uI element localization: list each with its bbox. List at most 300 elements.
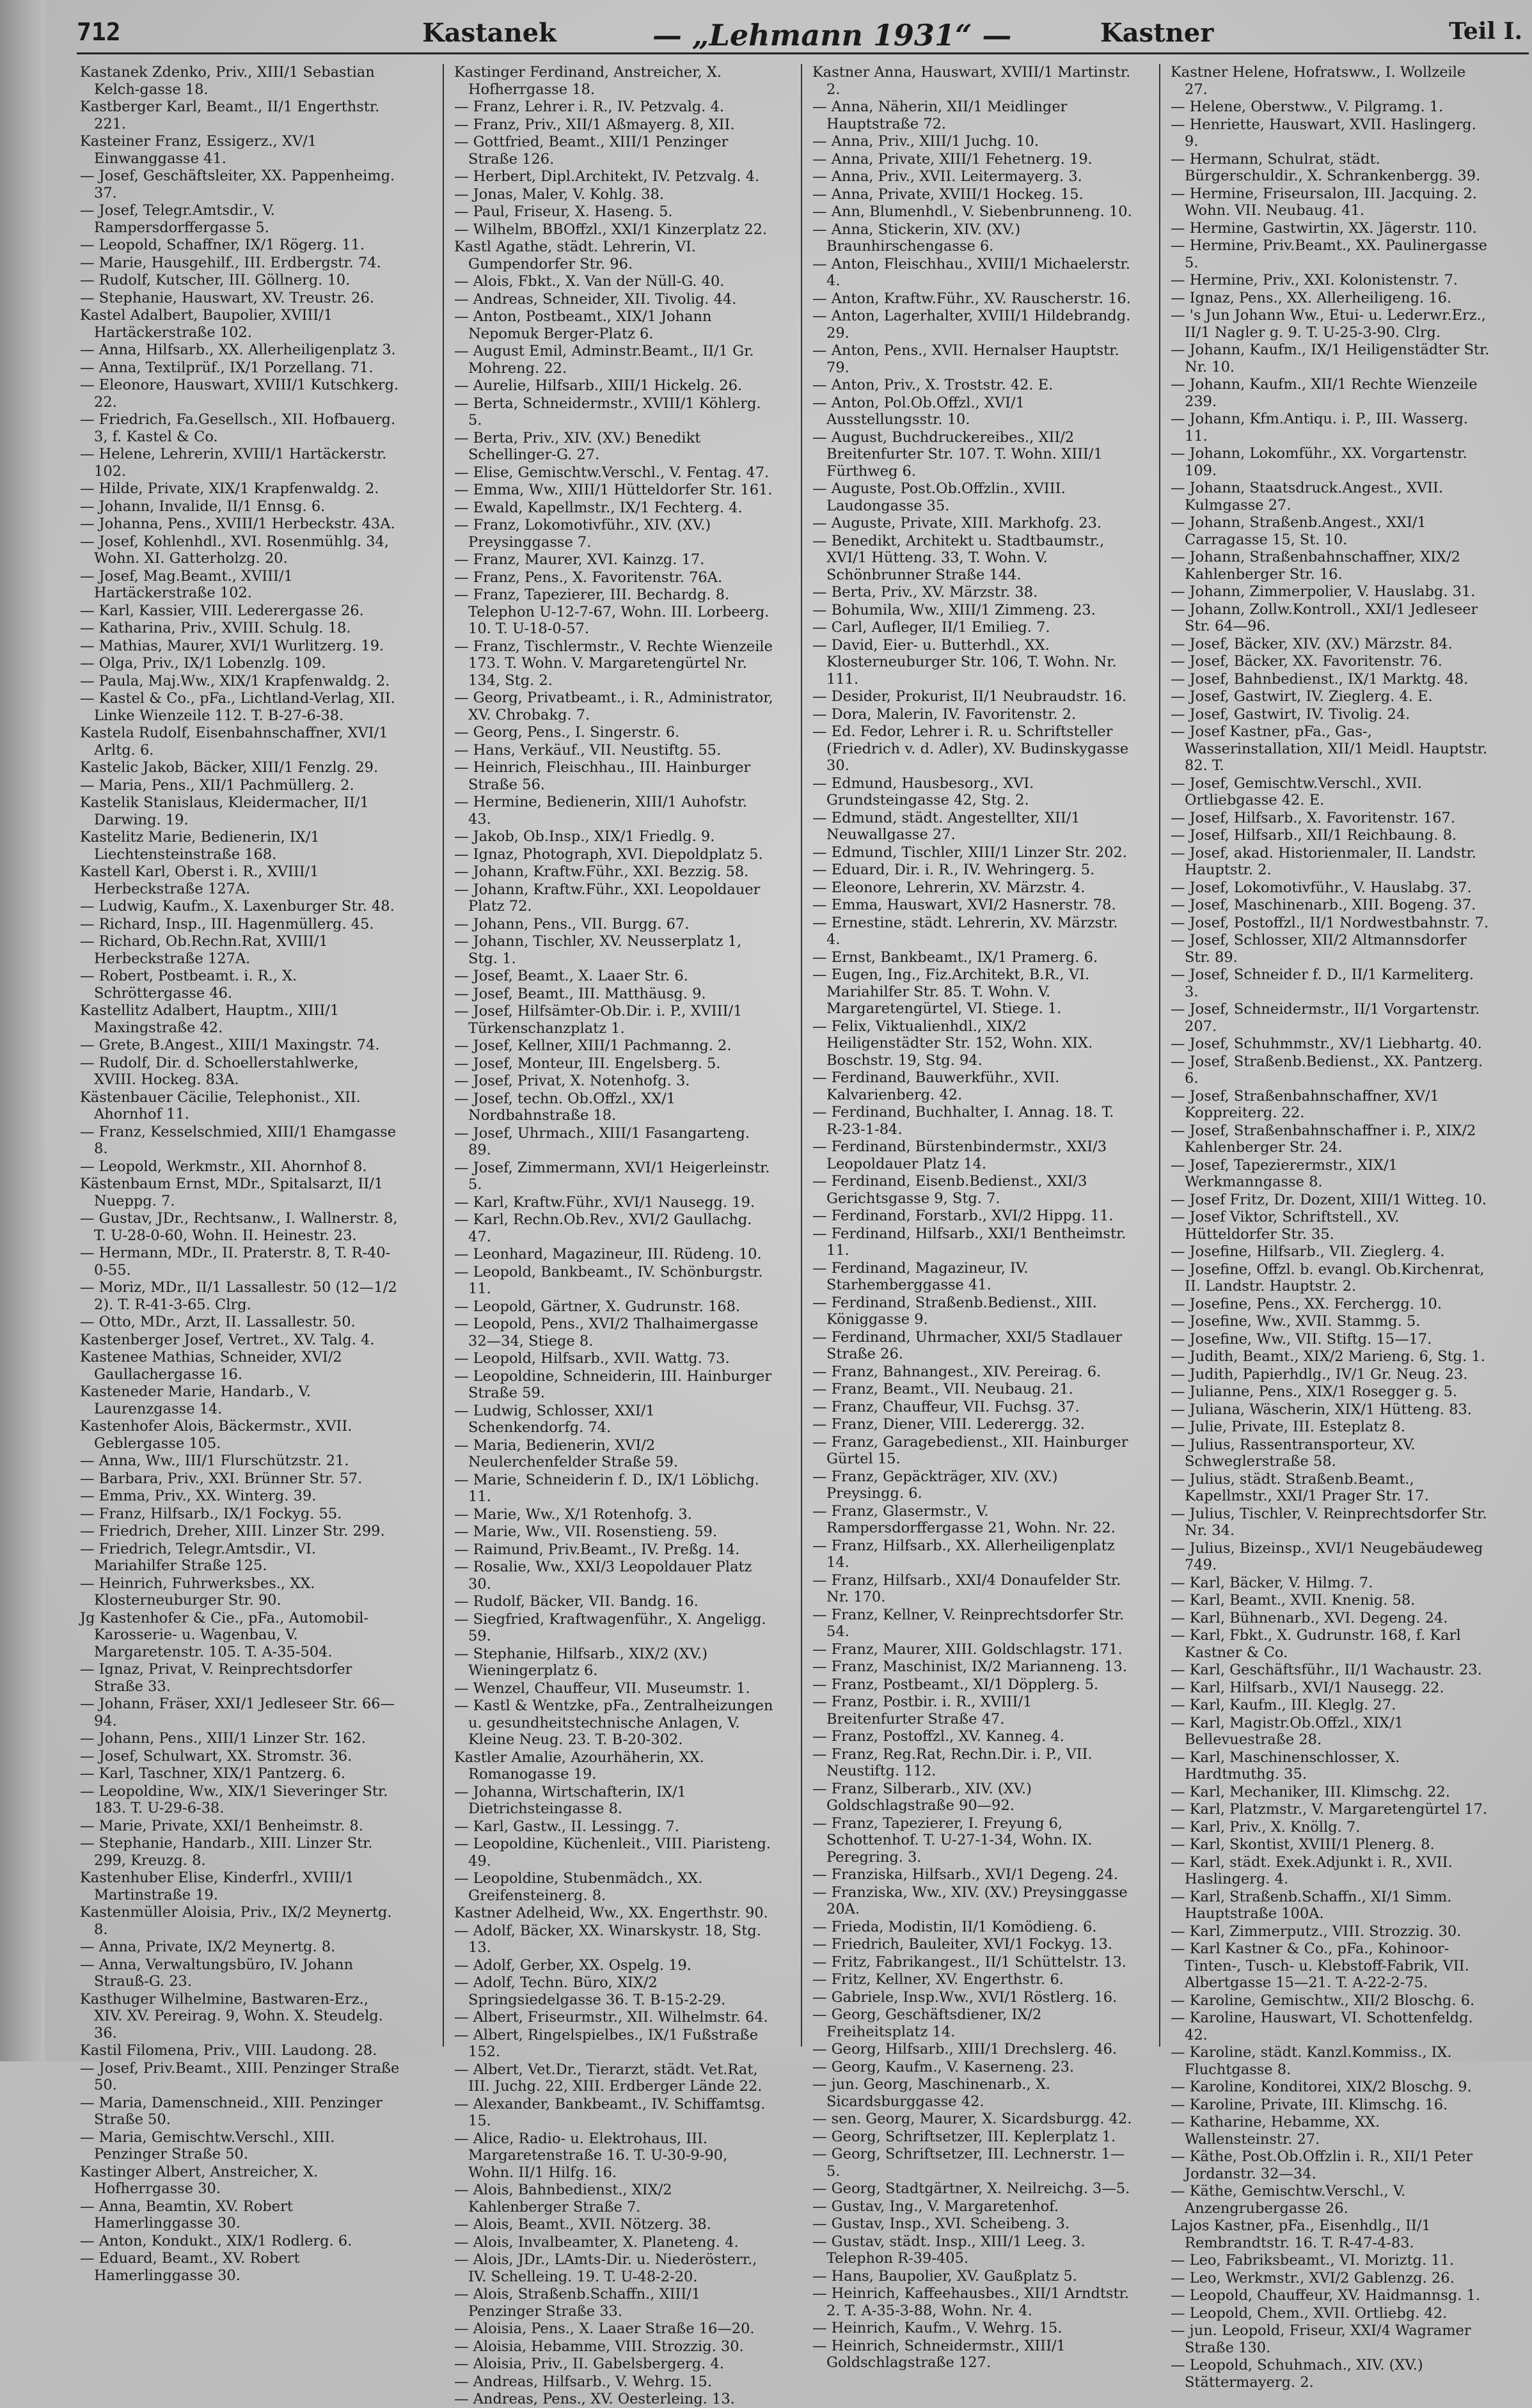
directory-entry: Kastell Karl, Oberst i. R., XVIII/1 Herbeckstraße 127A. — [80, 863, 319, 897]
directory-entry: — Georg, Schriftsetzer, III. Keplerplatz 1. — [812, 2128, 1116, 2145]
directory-entry: Kastenee Mathias, Schneider, XVI/2 Gaullachergasse 16. — [80, 1349, 342, 1383]
directory-entry: — Franz, Postbir. i. R., XVIII/1 Breitenfurter Straße 47. — [812, 1694, 1032, 1727]
directory-entry: — Kastel & Co., pFa., Lichtland-Verlag, XII. Linke Wienzeile 112. T. B-27-6-38. — [80, 690, 395, 724]
directory-entry: — Leo, Werkmstr., XVI/2 Gablenzg. 26. — [1171, 2269, 1455, 2286]
directory-entry: — Kastl & Wentzke, pFa., Zentralheizungen u. gesundheitstechnische Anlagen, V. Kleine Neug. 23. T. B-20-302. — [454, 1697, 773, 1748]
directory-column-1 — [80, 64, 400, 2284]
directory-entry: — Josef, Zimmermann, XVI/1 Heigerleinstr. 5. — [454, 1159, 770, 1193]
directory-entry: — Franz, Beamt., VII. Neubaug. 21. — [812, 1381, 1073, 1397]
directory-entry: — Josef, Postoffzl., II/1 Nordwestbahnstr. 7. — [1171, 914, 1489, 931]
directory-entry: — Eugen, Ing., Fiz.Architekt, B.R., VI. Mariahilfer Str. 85. T. Wohn. V. Margaretengürtel, VI. Stiege. 1. — [812, 966, 1090, 1017]
directory-entry: — Hermine, Bedienerin, XIII/1 Auhofstr. 43. — [454, 794, 748, 828]
directory-entry: — Alois, Invalbeamter, X. Planeteng. 4. — [454, 2233, 739, 2251]
directory-entry: — Franz, Postoffzl., XV. Kanneg. 4. — [812, 1728, 1064, 1745]
directory-entry: — Johann, Zimmerpolier, V. Hauslabg. 31. — [1171, 583, 1476, 600]
directory-entry: — Karl, Zimmerputz., VIII. Strozzig. 30. — [1171, 1923, 1462, 1940]
directory-entry: — Franz, Maurer, XIII. Goldschlagstr. 171. — [812, 1641, 1123, 1658]
directory-entry: — Olga, Priv., IX/1 Lobenzlg. 109. — [80, 655, 326, 672]
header-title: — „Lehmann 1931“ — — [652, 18, 1012, 52]
directory-entry: — Karl, Hilfsarb., XVI/1 Nausegg. 22. — [1171, 1679, 1444, 1696]
directory-entry: — Johann, Pens., XIII/1 Linzer Str. 162. — [80, 1730, 366, 1747]
directory-entry: — Berta, Priv., XV. Märzstr. 38. — [812, 584, 1038, 601]
page-number: 712 — [77, 18, 121, 46]
directory-entry: — Richard, Insp., III. Hagenmüllerg. 45. — [80, 915, 374, 933]
directory-entry: — Anna, Stickerin, XIV. (XV.) Braunhirschengasse 6. — [812, 221, 1021, 255]
directory-entry: — Anton, Fleischhau., XVIII/1 Michaelerstr. 4. — [812, 255, 1130, 289]
directory-entry: — Karoline, städt. Kanzl.Kommiss., IX. Fluchtgasse 8. — [1171, 2044, 1452, 2078]
directory-entry: — Leopold, Chem., XVII. Ortliebg. 42. — [1171, 2304, 1448, 2322]
directory-entry: — Anton, Postbeamt., XIX/1 Johann Nepomuk Berger-Platz 6. — [454, 308, 712, 342]
directory-entry: — Marie, Ww., X/1 Rotenhofg. 3. — [454, 1506, 692, 1523]
directory-entry: — Rudolf, Bäcker, VII. Bandg. 16. — [454, 1593, 699, 1610]
directory-entry: Kastel Adalbert, Baupolier, XVIII/1 Hartäckerstraße 102. — [80, 307, 333, 341]
directory-entry: — Alice, Radio- u. Elektrohaus, III. Margaretenstraße 16. T. U-30-9-90, Wohn. II/1 Hilfg. 16. — [454, 2130, 728, 2181]
directory-entry: — Anna, Verwaltungsbüro, IV. Johann Strauß-G. 23. — [80, 1956, 354, 1990]
directory-entry: — Aloisia, Priv., II. Gabelsbergerg. 4. — [454, 2356, 724, 2372]
directory-entry: — Josef, Bäcker, XX. Favoritenstr. 76. — [1171, 653, 1442, 670]
directory-entry: — Josef, techn. Ob.Offzl., XX/1 Nordbahnstraße 18. — [454, 1090, 676, 1124]
column-divider — [801, 64, 802, 2047]
column-divider — [1159, 64, 1160, 2047]
directory-entry: — Karl, Beamt., XVII. Knenig. 58. — [1171, 1592, 1416, 1609]
directory-entry: — Adolf, Bäcker, XX. Winarskystr. 18, Stg. 13. — [454, 1922, 761, 1956]
directory-entry: — Eduard, Dir. i. R., IV. Wehringerg. 5. — [812, 862, 1095, 878]
header-part: Teil I. — [1449, 18, 1522, 45]
directory-entry: — Franz, Reg.Rat, Rechn.Dir. i. P., VII. Neustiftg. 112. — [812, 1745, 1093, 1779]
directory-entry: — Leopold, Bankbeamt., IV. Schönburgstr. 11. — [454, 1263, 763, 1297]
directory-entry: — Franz, Silberarb., XIV. (XV.) Goldschlagstraße 90—92. — [812, 1780, 1032, 1814]
directory-entry: — Leopold, Chauffeur, XV. Haidmannsg. 1. — [1171, 2287, 1481, 2304]
directory-entry: — Georg, Stadtgärtner, X. Neilreichg. 3—5. — [812, 2180, 1130, 2197]
directory-entry: — Josef, Beamt., X. Laaer Str. 6. — [454, 968, 688, 984]
directory-entry: — sen. Georg, Maurer, X. Sicardsburgg. 42. — [812, 2111, 1132, 2127]
directory-entry: — Rosalie, Ww., XXI/3 Leopoldauer Platz 30. — [454, 1559, 752, 1593]
directory-entry: — Berta, Priv., XIV. (XV.) Benedikt Schellinger-G. 27. — [454, 429, 701, 463]
directory-entry: — Benedikt, Architekt u. Stadtbaumstr., XVI/1 Hütteng. 33, T. Wohn. V. Schönbrunner Straße 144. — [812, 532, 1105, 583]
directory-entry: — Richard, Ob.Rechn.Rat, XVIII/1 Herbeckstraße 127A. — [80, 933, 328, 967]
header-last-word: Kastner — [1100, 18, 1214, 48]
directory-entry: — Karl, Kaufm., III. Kleglg. 27. — [1171, 1697, 1396, 1713]
directory-entry: — Emma, Priv., XX. Winterg. 39. — [80, 1488, 317, 1504]
directory-entry: — Anna, Ww., III/1 Flurschützstr. 21. — [80, 1452, 349, 1469]
directory-entry: — Josef, Kohlenhdl., XVI. Rosenmühlg. 34, Wohn. XI. Gatterholzg. 20. — [80, 533, 390, 567]
directory-entry: — Franz, Kesselschmied, XIII/1 Ehamgasse 8. — [80, 1123, 397, 1157]
directory-entry: — Karl, Taschner, XIX/1 Pantzerg. 6. — [80, 1765, 345, 1782]
directory-entry: — Auguste, Post.Ob.Offzlin., XVIII. Laudongasse 35. — [812, 480, 1066, 514]
directory-entry: Kästenbauer Cäcilie, Telephonist., XII. Ahornhof 11. — [80, 1089, 361, 1122]
directory-entry: — Karl, Bühnenarb., XVI. Degeng. 24. — [1171, 1609, 1448, 1626]
directory-entry: — Maria, Gemischtw.Verschl., XIII. Penzinger Straße 50. — [80, 2129, 335, 2162]
directory-entry: Kastler Amalie, Azourhäherin, XX. Romanogasse 19. — [454, 1749, 704, 1782]
directory-entry: — Emma, Ww., XIII/1 Hütteldorfer Str. 161. — [454, 482, 773, 498]
directory-entry: — Karl, Fbkt., X. Gudrunstr. 168, f. Karl Kastner & Co. — [1171, 1627, 1461, 1661]
directory-entry: — Maria, Damenschneid., XIII. Penzinger Straße 50. — [80, 2094, 383, 2128]
directory-entry: Kastenmüller Aloisia, Priv., IX/2 Meynertg. 8. — [80, 1904, 392, 1938]
directory-entry: Kastner Adelheid, Ww., XX. Engerthstr. 90. — [454, 1905, 768, 1921]
directory-entry: Kastil Filomena, Priv., VIII. Laudong. 28. — [80, 2042, 377, 2059]
directory-entry: — Julius, Bizeinsp., XVI/1 Neugebäudeweg 749. — [1171, 1539, 1483, 1573]
directory-entry: — Franz, Diener, VIII. Lederergg. 32. — [812, 1416, 1085, 1433]
directory-entry: — Hermann, Schulrat, städt. Bürgerschuldir., X. Schrankenbergg. 39. — [1171, 150, 1481, 184]
directory-entry: — Albert, Friseurmstr., XII. Wilhelmstr. 64. — [454, 2009, 768, 2026]
directory-entry: — Rudolf, Kutscher, III. Göllnerg. 10. — [80, 272, 351, 288]
directory-entry: — Franz, Hilfsarb., XX. Allerheiligenplatz 14. — [812, 1537, 1115, 1571]
directory-entry: — Juliana, Wäscherin, XIX/1 Hütteng. 83. — [1171, 1401, 1472, 1418]
directory-entry: — Josef, Schlosser, XII/2 Altmannsdorfer Str. 89. — [1171, 932, 1467, 966]
directory-entry: — Albert, Vet.Dr., Tierarzt, städt. Vet.Rat, III. Juchg. 22, XIII. Erdberger Lände 22. — [454, 2061, 762, 2095]
directory-entry: — Josef, Bahnbedienst., IX/1 Marktg. 48. — [1171, 670, 1469, 688]
directory-entry: — Jakob, Ob.Insp., XIX/1 Friedlg. 9. — [454, 828, 715, 845]
directory-entry: — Josef, Mag.Beamt., XVIII/1 Hartäckerstraße 102. — [80, 567, 293, 601]
directory-entry: — Franz, Hilfsarb., XXI/4 Donaufelder Str. Nr. 170. — [812, 1571, 1121, 1605]
directory-entry: — Franz, Bahnangest., XIV. Pereirag. 6. — [812, 1363, 1102, 1380]
directory-entry: — Andreas, Pens., XV. Oesterleing. 13. — [454, 2391, 735, 2407]
directory-entry: — Anna, Private, XVIII/1 Hockeg. 15. — [812, 185, 1084, 203]
directory-entry: — Anton, Pol.Ob.Offzl., XVI/1 Ausstellungsstr. 10. — [812, 394, 1025, 428]
directory-entry: — Ignaz, Pens., XX. Allerheiligeng. 16. — [1171, 289, 1452, 306]
directory-entry: — Alois, Straßenb.Schaffn., XIII/1 Penzinger Straße 33. — [454, 2286, 701, 2320]
directory-entry: — Ernst, Bankbeamt., IX/1 Pramerg. 6. — [812, 948, 1098, 966]
directory-entry: — Anna, Textilprüf., IX/1 Porzellang. 71. — [80, 359, 374, 376]
directory-entry: — Barbara, Priv., XXI. Brünner Str. 57. — [80, 1470, 363, 1487]
directory-entry: — Leopold, Schuhmach., XIV. (XV.) Stättermayerg. 2. — [1171, 2357, 1423, 2391]
directory-entry: — Ludwig, Schlosser, XXI/1 Schenkendorfg. 74. — [454, 1402, 655, 1436]
directory-entry: Kastellitz Adalbert, Hauptm., XIII/1 Maxingstraße 42. — [80, 1002, 340, 1036]
directory-entry: — Robert, Postbeamt. i. R., X. Schröttergasse 46. — [80, 968, 297, 1002]
directory-entry: — Heinrich, Kaffeehausbes., XII/1 Arndtstr. 2. T. A-35-3-88, Wohn. Nr. 4. — [812, 2285, 1129, 2319]
directory-entry: — Josefine, Ww., VII. Stiftg. 15—17. — [1171, 1330, 1432, 1348]
directory-entry: — Marie, Private, XXI/1 Benheimstr. 8. — [80, 1817, 363, 1834]
directory-entry: Kastela Rudolf, Eisenbahnschaffner, XVI/1 Arltg. 6. — [80, 725, 388, 759]
directory-entry: — Adolf, Techn. Büro, XIX/2 Springsiedelgasse 36. T. B-15-2-29. — [454, 1974, 726, 2008]
directory-entry: — Ferdinand, Buchhalter, I. Annag. 18. T. R-23-1-84. — [812, 1104, 1114, 1138]
directory-entry: — Josefine, Ww., XVII. Stammg. 5. — [1171, 1313, 1421, 1330]
directory-entry: — Katharine, Hebamme, XX. Wallensteinstr. 27. — [1171, 2114, 1380, 2148]
directory-entry: — Heinrich, Kaufm., V. Wehrg. 15. — [812, 2320, 1062, 2336]
directory-entry: — Katharina, Priv., XVIII. Schulg. 18. — [80, 620, 351, 636]
directory-entry: — Josefine, Hilfsarb., VII. Zieglerg. 4. — [1171, 1243, 1445, 1260]
directory-entry: — Josef, Geschäftsleiter, XX. Pappenheimg. 37. — [80, 168, 395, 201]
directory-entry: — Leonhard, Magazineur, III. Rüdeng. 10. — [454, 1246, 762, 1263]
directory-entry: — Ferdinand, Forstarb., XVI/2 Hippg. 11. — [812, 1208, 1114, 1224]
directory-entry: — Franziska, Hilfsarb., XVI/1 Degeng. 24. — [812, 1866, 1119, 1883]
directory-entry: — Josef, Gemischtw.Verschl., XVII. Ortliebgasse 42. E. — [1171, 775, 1422, 808]
directory-entry: — Anton, Kraftw.Führ., XV. Rauscherstr. 16. — [812, 290, 1131, 307]
directory-entry: — Josef, Hilfsarb., XII/1 Reichbaung. 8. — [1171, 827, 1457, 844]
directory-entry: — Franz, Lokomotivführ., XIV. (XV.) Preysinggasse 7. — [454, 517, 711, 551]
directory-entry: — Alexander, Bankbeamt., IV. Schiffamtsg. 15. — [454, 2095, 766, 2129]
directory-entry: — Anton, Pens., XVII. Hernalser Hauptstr. 79. — [812, 342, 1119, 376]
directory-entry: — jun. Leopold, Friseur, XXI/4 Wagramer Straße 130. — [1171, 2322, 1471, 2356]
directory-entry: — Josef, Uhrmach., XIII/1 Fasangarteng. 89. — [454, 1124, 750, 1158]
directory-entry: — Franz, Tischlermstr., V. Rechte Wienzeile 173. T. Wohn. V. Margaretengürtel Nr. 134, Stg. 2. — [454, 638, 773, 689]
directory-entry: — Auguste, Private, XIII. Markhofg. 23. — [812, 515, 1102, 531]
directory-entry: — Franz, Maschinist, IX/2 Marianneng. 13. — [812, 1658, 1128, 1675]
directory-entry: — Josef, Schneidermstr., II/1 Vorgartenstr. 207. — [1171, 1001, 1480, 1035]
directory-entry: — Josef Kastner, pFa., Gas-, Wasserinstallation, XII/1 Meidl. Hauptstr. 82. T. — [1171, 723, 1488, 774]
directory-entry: — Ludwig, Kaufm., X. Laxenburger Str. 48. — [80, 898, 395, 915]
directory-entry: — Franz, Kellner, V. Reinprechtsdorfer Str. 54. — [812, 1606, 1125, 1640]
directory-entry: — Anna, Beamtin, XV. Robert Hamerlinggasse 30. — [80, 2198, 293, 2231]
directory-entry: — Friedrich, Telegr.Amtsdir., VI. Mariahilfer Straße 125. — [80, 1540, 317, 1574]
directory-entry: — Alois, Beamt., XVII. Nötzerg. 38. — [454, 2216, 711, 2233]
directory-entry: — Anna, Priv., XIII/1 Juchg. 10. — [812, 133, 1039, 150]
directory-entry: — Fritz, Fabrikangest., II/1 Schüttelstr. 13. — [812, 1953, 1126, 1971]
directory-entry: — Raimund, Priv.Beamt., IV. Preßg. 14. — [454, 1541, 740, 1558]
directory-entry: — Ignaz, Photograph, XVI. Diepoldplatz 5. — [454, 846, 763, 863]
directory-entry: Kastinger Ferdinand, Anstreicher, X. Hofherrgasse 18. — [454, 64, 722, 98]
directory-entry: — Franz, Postbeamt., XI/1 Döpplerg. 5. — [812, 1676, 1099, 1693]
directory-entry: — Karl, Kraftw.Führ., XVI/1 Nausegg. 19. — [454, 1193, 755, 1211]
directory-entry: — Ferdinand, Straßenb.Bedienst., XIII. Königgasse 9. — [812, 1294, 1097, 1328]
directory-entry: — Georg, Privatbeamt., i. R., Administrator, XV. Chrobakg. 7. — [454, 689, 773, 723]
directory-entry: — Hermine, Gastwirtin, XX. Jägerstr. 110. — [1171, 219, 1477, 237]
directory-entry: — Marie, Hausgehilf., III. Erdbergstr. 74. — [80, 254, 381, 271]
directory-entry: — Josef, Hilfsämter-Ob.Dir. i. P., XVIII/1 Türkenschanzplatz 1. — [454, 1003, 743, 1037]
directory-entry: — Berta, Schneidermstr., XVIII/1 Köhlerg. 5. — [454, 395, 761, 429]
column-divider — [443, 64, 444, 2047]
directory-entry: — Anton, Priv., X. Troststr. 42. E. — [812, 377, 1054, 393]
directory-entry: Kasteneder Marie, Handarb., V. Laurenzgasse 14. — [80, 1383, 312, 1417]
directory-entry: — Edmund, städt. Angestellter, XII/1 Neuwallgasse 27. — [812, 809, 1080, 843]
directory-entry: — Karl, Kassier, VIII. Lederergasse 26. — [80, 602, 364, 619]
directory-entry: — Rudolf, Dir. d. Schoellerstahlwerke, XVIII. Hockeg. 83A. — [80, 1054, 359, 1088]
directory-entry: — Josef, Schuhmmstr., XV/1 Liebhartg. 40. — [1171, 1035, 1482, 1052]
directory-entry: — Georg, Pens., I. Singerstr. 6. — [454, 724, 680, 741]
directory-entry: — Frieda, Modistin, II/1 Komödieng. 6. — [812, 1918, 1097, 1935]
directory-column-2 — [454, 64, 774, 2407]
directory-entry: — Karl, städt. Exek.Adjunkt i. R., XVII. Haslingerg. 4. — [1171, 1853, 1453, 1887]
directory-entry: — Hans, Verkäuf., VII. Neustiftg. 55. — [454, 741, 722, 759]
directory-entry: — Hermine, Friseursalon, III. Jacquing. 2. Wohn. VII. Neubaug. 41. — [1171, 185, 1477, 219]
directory-entry: — Friedrich, Dreher, XIII. Linzer Str. 299. — [80, 1523, 385, 1539]
directory-entry: — Franz, Gepäckträger, XIV. (XV.) Preysingg. 6. — [812, 1468, 1058, 1502]
directory-entry: — Josef Fritz, Dr. Dozent, XIII/1 Witteg. 10. — [1171, 1191, 1487, 1208]
directory-entry: — Judith, Beamt., XIX/2 Marieng. 6, Stg. 1. — [1171, 1348, 1485, 1365]
directory-entry: — Leopold, Gärtner, X. Gudrunstr. 168. — [454, 1298, 741, 1315]
directory-entry: — Franz, Hilfsarb., IX/1 Fockyg. 55. — [80, 1505, 342, 1522]
directory-entry: Kasteiner Franz, Essigerz., XV/1 Einwanggasse 41. — [80, 133, 317, 167]
directory-entry: — Franz, Pens., X. Favoritenstr. 76A. — [454, 569, 723, 586]
directory-entry: — Hermine, Priv.Beamt., XX. Paulinergasse 5. — [1171, 237, 1487, 271]
directory-entry: — Josef, Privat, X. Notenhofg. 3. — [454, 1073, 690, 1089]
directory-entry: — Johann, Staatsdruck.Angest., XVII. Kulmgasse 27. — [1171, 480, 1444, 514]
directory-entry: — Leopoldine, Schneiderin, III. Hainburger Straße 59. — [454, 1367, 772, 1401]
directory-entry: — Johann, Kaufm., XII/1 Rechte Wienzeile 239. — [1171, 376, 1478, 410]
directory-entry: — Gustav, städt. Insp., XIII/1 Leeg. 3. Telephon R-39-405. — [812, 2233, 1086, 2267]
directory-entry: — Franz, Lehrer i. R., IV. Petzvalg. 4. — [454, 98, 725, 115]
directory-entry: — Hans, Baupolier, XV. Gaußplatz 5. — [812, 2267, 1077, 2285]
directory-entry: — Julius, städt. Straßenb.Beamt., Kapellmstr., XXI/1 Prager Str. 17. — [1171, 1470, 1429, 1504]
directory-entry: — Anton, Kondukt., XIX/1 Rodlerg. 6. — [80, 2232, 352, 2249]
directory-entry: — August Emil, Adminstr.Beamt., II/1 Gr. Mohreng. 22. — [454, 343, 754, 377]
directory-entry: Kastberger Karl, Beamt., II/1 Engerthstr. 221. — [80, 98, 380, 132]
directory-entry: — Anna, Hilfsarb., XX. Allerheiligenplatz 3. — [80, 342, 396, 358]
directory-entry: — Karoline, Hauswart, VI. Schottenfeldg. 42. — [1171, 2010, 1473, 2043]
directory-entry: — Ferdinand, Uhrmacher, XXI/5 Stadlauer Straße 26. — [812, 1328, 1123, 1362]
directory-entry: — Alois, Fbkt., X. Van der Nüll-G. 40. — [454, 273, 725, 290]
directory-entry: — Josef, Monteur, III. Engelsberg. 5. — [454, 1055, 721, 1072]
directory-entry: — Karl, Maschinenschlosser, X. Hardtmuthg. 35. — [1171, 1749, 1400, 1782]
directory-entry: — Gustav, Insp., XVI. Scheibeng. 3. — [812, 2215, 1070, 2232]
directory-entry: — Karl, Bäcker, V. Hilmg. 7. — [1171, 1574, 1373, 1591]
directory-entry: — Dora, Malerin, IV. Favoritenstr. 2. — [812, 705, 1077, 723]
directory-entry: Kästenbaum Ernst, MDr., Spitalsarzt, II/1 Nueppg. 7. — [80, 1176, 384, 1209]
directory-entry: — Johann, Tischler, XV. Neusserplatz 1, Stg. 1. — [454, 933, 742, 967]
directory-entry: — Josef, Schneider f. D., II/1 Karmeliterg. 3. — [1171, 966, 1474, 1000]
directory-entry: — Julie, Private, III. Esteplatz 8. — [1171, 1419, 1405, 1435]
directory-entry: — Aurelie, Hilfsarb., XIII/1 Hickelg. 26. — [454, 377, 743, 394]
directory-entry: — Johann, Kfm.Antiqu. i. P., III. Wasserg. 11. — [1171, 411, 1469, 445]
directory-entry: — Franz, Garagebedienst., XII. Hainburger Gürtel 15. — [812, 1433, 1128, 1467]
directory-entry: Kastanek Zdenko, Priv., XIII/1 Sebastian Kelch-gasse 18. — [80, 64, 375, 98]
directory-entry: — Eleonore, Hauswart, XVIII/1 Kutschkerg. 22. — [80, 377, 399, 411]
directory-entry: — Judith, Papierhdlg., IV/1 Gr. Neug. 23. — [1171, 1365, 1468, 1383]
directory-entry: — Johann, Zollw.Kontroll., XXI/1 Jedleseer Str. 64—96. — [1171, 601, 1478, 634]
directory-entry: — Ferdinand, Magazineur, IV. Starhemberggasse 41. — [812, 1259, 1029, 1293]
directory-entry: — Hilde, Private, XIX/1 Krapfenwaldg. 2. — [80, 480, 379, 497]
directory-entry: — Anna, Private, XIII/1 Fehetnerg. 19. — [812, 150, 1093, 168]
directory-entry: — Friedrich, Bauleiter, XVI/1 Fockyg. 13. — [812, 1936, 1112, 1953]
directory-entry: — Josef, Tapezierermstr., XIX/1 Werkmanngasse 8. — [1171, 1156, 1398, 1190]
directory-entry: — Johann, Invalide, II/1 Ennsg. 6. — [80, 498, 326, 515]
directory-entry: — Leo, Fabriksbeamt., VI. Moriztg. 11. — [1171, 2252, 1455, 2269]
directory-entry: — Anna, Näherin, XII/1 Meidlinger Hauptstraße 72. — [812, 98, 1068, 132]
directory-entry: — Bohumila, Ww., XIII/1 Zimmeng. 23. — [812, 601, 1096, 618]
directory-entry: — Stephanie, Hilfsarb., XIX/2 (XV.) Wieningerplatz 6. — [454, 1645, 707, 1679]
directory-entry: — Josef, akad. Historienmaler, II. Landstr. Hauptstr. 2. — [1171, 844, 1476, 878]
directory-entry: — Mathias, Maurer, XVI/1 Wurlitzerg. 19. — [80, 637, 384, 654]
directory-entry: — Gabriele, Insp.Ww., XVI/1 Röstlerg. 16. — [812, 1988, 1117, 2006]
directory-entry: — Aloisia, Hebamme, VIII. Strozzig. 30. — [454, 2338, 744, 2355]
directory-entry: — Josef, Gastwirt, IV. Zieglerg. 4. E. — [1171, 688, 1433, 705]
directory-entry: — Marie, Schneiderin f. D., IX/1 Löblichg. 11. — [454, 1471, 759, 1505]
directory-entry: — Henriette, Hauswart, XVII. Haslingerg. 9. — [1171, 116, 1476, 150]
directory-entry: — Josef, Bäcker, XIV. (XV.) Märzstr. 84. — [1171, 635, 1453, 652]
directory-entry: — Karl, Priv., X. Knöllg. 7. — [1171, 1818, 1361, 1836]
directory-entry: — Grete, B.Angest., XIII/1 Maxingstr. 74. — [80, 1037, 380, 1053]
directory-entry: — Gustav, Ing., V. Margaretenhof. — [812, 2198, 1059, 2215]
directory-entry: — Käthe, Post.Ob.Offzlin i. R., XII/1 Peter Jordanstr. 32—34. — [1171, 2148, 1473, 2182]
directory-entry: — Karoline, Private, III. Klimschg. 16. — [1171, 2096, 1448, 2113]
directory-entry: — Andreas, Schneider, XII. Tivolig. 44. — [454, 290, 737, 308]
directory-entry: — Aloisia, Pens., X. Laaer Straße 16—20. — [454, 2320, 755, 2337]
directory-entry: — Franz, Glasermstr., V. Rampersdorffergasse 21, Wohn. Nr. 22. — [812, 1502, 1116, 1536]
directory-entry: — Johann, Kraftw.Führ., XXI. Bezzig. 58. — [454, 863, 749, 880]
directory-entry: — Friedrich, Fa.Gesellsch., XII. Hofbauerg. 3, f. Kastel & Co. — [80, 411, 396, 445]
directory-entry: — Josefine, Offzl. b. evangl. Ob.Kirchenrat, II. Landstr. Hauptstr. 2. — [1171, 1261, 1485, 1294]
directory-entry: — Josef, Straßenbahnschaffner i. P., XIX/2 Kahlenberger Str. 24. — [1171, 1122, 1476, 1156]
directory-entry: — Franz, Maurer, XVI. Kainzg. 17. — [454, 551, 705, 568]
directory-entry: — Stephanie, Handarb., XIII. Linzer Str. 299, Kreuzg. 8. — [80, 1835, 373, 1869]
directory-entry: — Fritz, Kellner, XV. Engerthstr. 6. — [812, 1971, 1064, 1988]
directory-entry: — Heinrich, Schneidermstr., XIII/1 Goldschlagstraße 127. — [812, 2337, 1066, 2371]
directory-entry: — Heinrich, Fuhrwerksbes., XX. Klosterneuburger Str. 90. — [80, 1575, 315, 1609]
directory-column-3 — [812, 64, 1132, 2371]
directory-entry: Kastenberger Josef, Vertret., XV. Talg. 4. — [80, 1331, 375, 1348]
directory-entry: — David, Eier- u. Butterhdl., XX. Klosterneuburger Str. 106, T. Wohn. Nr. 111. — [812, 636, 1117, 688]
directory-entry: — Josef, Hilfsarb., X. Favoritenstr. 167. — [1171, 809, 1455, 826]
directory-entry: — Andreas, Hilfsarb., V. Wehrg. 15. — [454, 2373, 713, 2390]
directory-entry: Kastner Anna, Hauswart, XVIII/1 Martinstr. 2. — [812, 64, 1131, 98]
directory-entry: — Leopold, Werkmstr., XII. Ahornhof 8. — [80, 1158, 367, 1175]
directory-entry: — Josef, Schulwart, XX. Stromstr. 36. — [80, 1747, 352, 1765]
directory-entry: — Karl, Geschäftsführ., II/1 Wachaustr. 23. — [1171, 1662, 1482, 1678]
directory-entry: Lajos Kastner, pFa., Eisenhdlg., II/1 Rembrandtstr. 16. T. R-47-4-83. — [1171, 2217, 1431, 2251]
directory-entry: — Josef, Lokomotivführ., V. Hauslabg. 37. — [1171, 879, 1472, 896]
directory-entry: — Josefine, Pens., XX. Ferchergg. 10. — [1171, 1295, 1442, 1312]
directory-entry: — Josef, Telegr.Amtsdir., V. Rampersdorffergasse 5. — [80, 202, 275, 236]
page-header — [77, 14, 1529, 54]
directory-entry: — Marie, Ww., VII. Rosenstieng. 59. — [454, 1523, 718, 1540]
directory-entry: — Jonas, Maler, V. Kohlg. 38. — [454, 185, 665, 203]
directory-entry: — Johanna, Wirtschafterin, IX/1 Dietrichsteingasse 8. — [454, 1783, 686, 1817]
directory-entry: — Carl, Aufleger, II/1 Emilieg. 7. — [812, 619, 1050, 636]
directory-entry: — Adolf, Gerber, XX. Ospelg. 19. — [454, 1956, 691, 1974]
directory-entry: — Desider, Prokurist, II/1 Neubraudstr. 16. — [812, 688, 1127, 705]
directory-entry: — Georg, Kaufm., V. Kaserneng. 23. — [812, 2058, 1075, 2075]
directory-entry: — Edmund, Tischler, XIII/1 Linzer Str. 202. — [812, 844, 1128, 861]
directory-entry: — Josef, Straßenb.Bedienst., XX. Pantzerg. 6. — [1171, 1053, 1483, 1087]
directory-column-4 — [1171, 64, 1490, 2391]
directory-entry: — Helene, Lehrerin, XVIII/1 Hartäckerstr. 102. — [80, 446, 387, 480]
directory-entry: — Johanna, Pens., XVIII/1 Herbeckstr. 43A. — [80, 515, 395, 532]
directory-entry: Kastelic Jakob, Bäcker, XIII/1 Fenzlg. 29. — [80, 759, 379, 776]
directory-entry: — Georg, Geschäftsdiener, IX/2 Freiheitsplatz 14. — [812, 2006, 1042, 2040]
directory-entry: Kastelik Stanislaus, Kleidermacher, II/1 Darwing. 19. — [80, 794, 369, 828]
directory-entry: — 's Jun Johann Ww., Etui- u. Lederwr.Erz., II/1 Nagler g. 9. T. U-25-3-90. Clrg. — [1171, 307, 1486, 341]
page-binding-edge — [0, 0, 45, 2061]
directory-entry: — Johann, Lokomführ., XX. Vorgartenstr. 109. — [1171, 445, 1467, 479]
directory-entry: — Franziska, Ww., XIV. (XV.) Preysinggasse 20A. — [812, 1884, 1128, 1917]
directory-entry: — Käthe, Gemischtw.Verschl., V. Anzengrubergasse 26. — [1171, 2183, 1406, 2217]
directory-entry: — Franz, Tapezierer, I. Freyung 6, Schottenhof. T. U-27-1-34, Wohn. IX. Peregring. 3. — [812, 1814, 1093, 1866]
directory-entry: — Ernestine, städt. Lehrerin, XV. Märzstr. 4. — [812, 914, 1118, 948]
directory-entry: — Johann, Pens., VII. Burgg. 67. — [454, 915, 690, 933]
directory-entry: — Georg, Hilfsarb., XIII/1 Drechslerg. 46. — [812, 2041, 1117, 2058]
directory-entry: — Karoline, Konditorei, XIX/2 Bloschg. 9. — [1171, 2079, 1472, 2095]
directory-entry: — Franz, Tapezierer, III. Bechardg. 8. Telephon U-12-7-67, Wohn. III. Lorbeerg. 10. T. U-18-0-57. — [454, 586, 770, 637]
directory-entry: — Wenzel, Chauffeur, VII. Museumstr. 1. — [454, 1680, 750, 1697]
directory-entry: — Maria, Bedienerin, XVI/2 Neulerchenfelder Straße 59. — [454, 1436, 679, 1470]
directory-entry: — Karoline, Gemischtw., XII/2 Bloschg. 6. — [1171, 1992, 1475, 2009]
directory-entry: — Wilhelm, BBOffzl., XXI/1 Kinzerplatz 22. — [454, 221, 768, 238]
directory-entry: — Josef, Priv.Beamt., XIII. Penzinger Straße 50. — [80, 2059, 400, 2093]
directory-entry: — Johann, Fräser, XXI/1 Jedleseer Str. 66—94. — [80, 1696, 395, 1729]
directory-entry: — Hermann, MDr., II. Praterstr. 8, T. R-40-0-55. — [80, 1245, 391, 1279]
directory-entry: — Leopoldine, Küchenleit., VIII. Piaristeng. 49. — [454, 1836, 771, 1869]
directory-entry: — Anna, Priv., XVII. Leitermayerg. 3. — [812, 168, 1082, 185]
directory-entry: — Heinrich, Fleischhau., III. Hainburger Straße 56. — [454, 759, 751, 793]
directory-entry: — Josef, Gastwirt, IV. Tivolig. 24. — [1171, 705, 1410, 723]
directory-entry: — Leopold, Pens., XVI/2 Thalhaimergasse 32—34, Stiege 8. — [454, 1316, 759, 1350]
directory-entry: — Josef, Beamt., III. Matthäusg. 9. — [454, 985, 706, 1002]
directory-entry: — Elise, Gemischtw.Verschl., V. Fentag. 47. — [454, 464, 770, 481]
directory-entry: — Julius, Rassentransporteur, XV. Schweglerstraße 58. — [1171, 1436, 1416, 1470]
directory-entry: — Leopoldine, Stubenmädch., XX. Greifensteinerg. 8. — [454, 1870, 703, 1904]
directory-entry: — Herbert, Dipl.Architekt, IV. Petzvalg. 4. — [454, 168, 760, 185]
directory-entry: — Josef, Straßenbahnschaffner, XV/1 Koppreiterg. 22. — [1171, 1087, 1439, 1121]
directory-entry: Kasthuger Wilhelmine, Bastwaren-Erz., XIV. XV. Pereirag. 9, Wohn. X. Steudelg. 36. — [80, 1990, 383, 2042]
directory-entry: Kastenhuber Elise, Kinderfrl., XVIII/1 Martinstraße 19. — [80, 1869, 354, 1903]
directory-entry: — Johann, Straßenbahnschaffner, XIX/2 Kahlenberger Str. 16. — [1171, 549, 1460, 583]
directory-entry: — Stephanie, Hauswart, XV. Treustr. 26. — [80, 289, 375, 306]
directory-entry: — Albert, Ringelspielbes., IX/1 Fußstraße 152. — [454, 2026, 759, 2060]
directory-entry: — Karl, Rechn.Ob.Rev., XVI/2 Gaullachg. 47. — [454, 1211, 752, 1245]
directory-entry: — Karl, Magistr.Ob.Offzl., XIX/1 Bellevuestraße 28. — [1171, 1714, 1403, 1748]
directory-entry: — Felix, Viktualienhdl., XIX/2 Heiligenstädter Str. 152, Wohn. XIX. Boschstr. 19, Stg. 94. — [812, 1018, 1093, 1069]
directory-entry: — Leopold, Schaffner, IX/1 Rögerg. 11. — [80, 237, 365, 253]
